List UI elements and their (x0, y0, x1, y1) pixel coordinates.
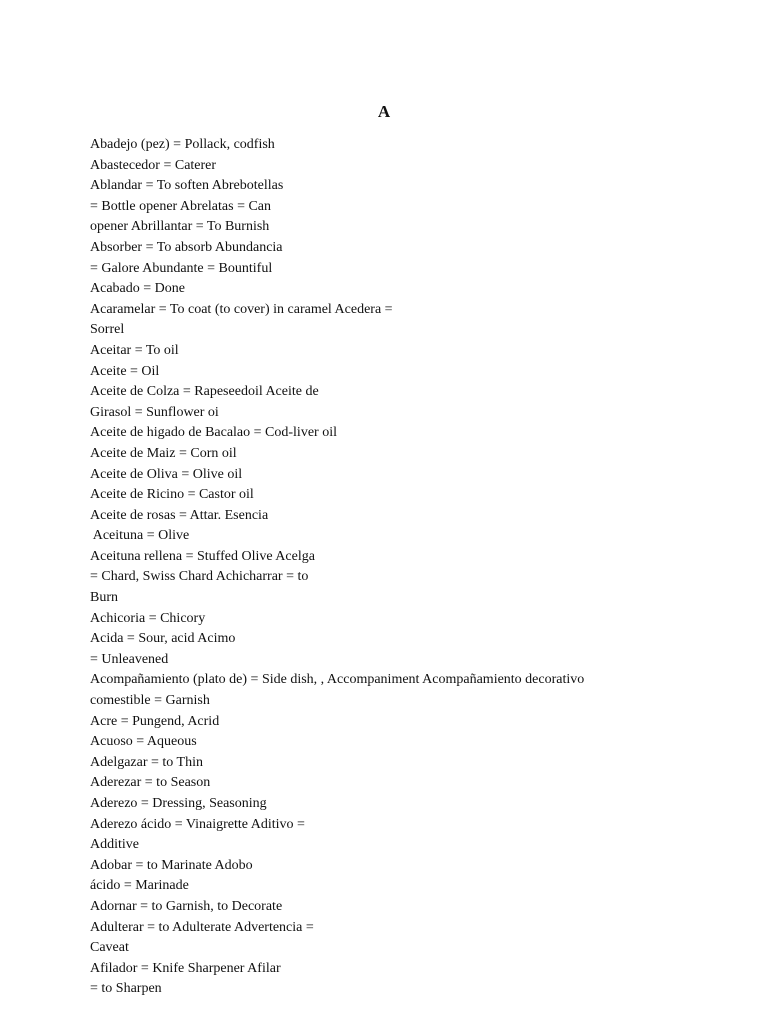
glossary-line: Aderezar = to Season (90, 775, 211, 791)
glossary-line: Additive (90, 837, 139, 853)
glossary-line: Afilador = Knife Sharpener Afilar (90, 960, 281, 976)
glossary-line: Aceite de Maiz = Corn oil (90, 445, 237, 461)
glossary-line: Aceitar = To oil (90, 342, 179, 358)
glossary-line: Aceite de higado de Bacalao = Cod-liver oil (90, 425, 337, 441)
glossary-line: = Chard, Swiss Chard Achicharrar = to (90, 569, 309, 585)
glossary-line: ácido = Marinade (90, 878, 189, 894)
glossary-line: Aceite de Ricino = Castor oil (90, 487, 254, 503)
glossary-line: Acaramelar = To coat (to cover) in caramel Acedera = (90, 301, 393, 317)
glossary-line: Aceite = Oil (90, 363, 160, 379)
glossary-line: Girasol = Sunflower oi (90, 404, 219, 420)
glossary-line: Acabado = Done (90, 281, 185, 297)
section-heading: A (377, 102, 391, 121)
glossary-line: Achicoria = Chicory (90, 610, 206, 626)
glossary-line: Adornar = to Garnish, to Decorate (90, 898, 283, 914)
glossary-line: Aceite de Colza = Rapeseedoil Aceite de (90, 384, 319, 400)
glossary-line: Acre = Pungend, Acrid (90, 713, 220, 729)
glossary-line: Abadejo (pez) = Pollack, codfish (90, 137, 275, 152)
glossary-line: Adulterar = to Adulterate Advertencia = (90, 919, 314, 935)
glossary-line: Adobar = to Marinate Adobo (90, 857, 253, 873)
glossary-line: Acuoso = Aqueous (90, 734, 197, 750)
glossary-line: Caveat (90, 940, 129, 956)
glossary-line: Acida = Sour, acid Acimo (90, 631, 236, 647)
glossary-line: Aceite de Oliva = Olive oil (90, 466, 243, 482)
glossary-line: Aderezo = Dressing, Seasoning (90, 796, 267, 811)
glossary-line: Ablandar = To soften Abrebotellas (90, 178, 284, 194)
glossary-line: Aceituna = Olive (90, 528, 190, 544)
glossary-line: = Unleavened (90, 651, 169, 667)
glossary-line: Acompañamiento (plato de) = Side dish, , Accompaniment Acompañamiento decorativo (90, 672, 585, 688)
glossary-line: Abastecedor = Caterer (90, 157, 217, 173)
glossary-line: Sorrel (90, 322, 125, 338)
glossary-line: Adelgazar = to Thin (90, 754, 203, 770)
glossary-line: = Bottle opener Abrelatas = Can (90, 198, 272, 214)
glossary-line: = Galore Abundante = Bountiful (90, 260, 273, 276)
glossary-line: = to Sharpen (90, 981, 162, 997)
glossary-line: Aceituna rellena = Stuffed Olive Acelga (90, 548, 315, 564)
glossary-list (90, 135, 750, 1000)
glossary-line: Absorber = To absorb Abundancia (90, 239, 283, 255)
glossary-line: comestible = Garnish (90, 693, 210, 709)
glossary-line: Aderezo ácido = Vinaigrette Aditivo = (90, 816, 305, 832)
glossary-line: opener Abrillantar = To Burnish (90, 219, 270, 235)
glossary-line: Aceite de rosas = Attar. Esencia (90, 507, 269, 523)
glossary-line: Burn (90, 590, 118, 606)
